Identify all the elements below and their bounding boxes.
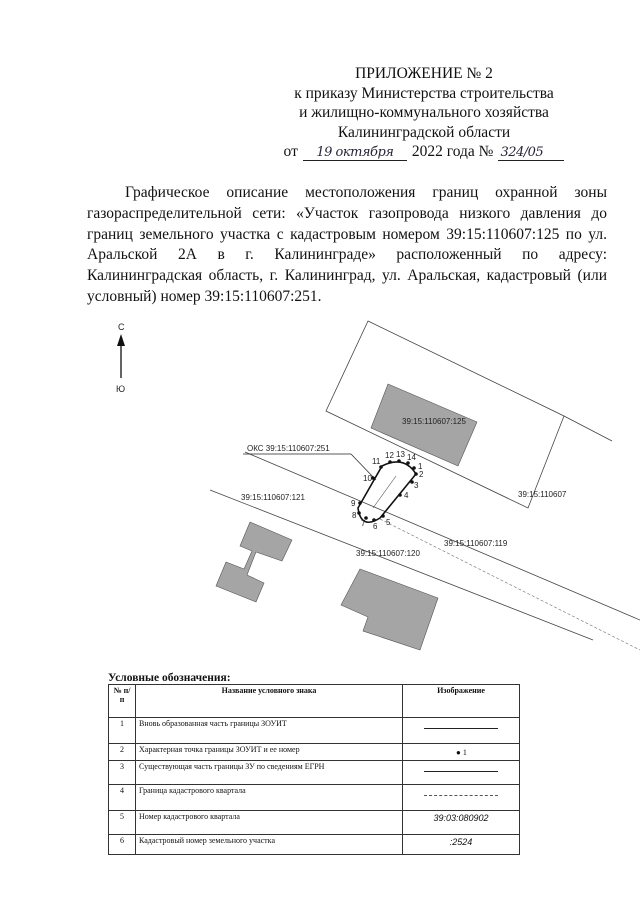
point-4 (398, 493, 402, 497)
parcel-120-label: 39:15:110607:120 (356, 549, 420, 558)
appendix-line-1: к приказу Министерства строительства (294, 84, 554, 102)
point-label-8: 8 (352, 511, 357, 520)
point-label-14: 14 (407, 453, 416, 462)
point-2 (414, 472, 418, 476)
year-text: 2022 года № (411, 143, 494, 160)
legend-row (109, 718, 520, 744)
legend-row (109, 744, 520, 761)
legend-row-symbol (403, 761, 520, 785)
point-label-4: 4 (404, 491, 409, 500)
legend-header-img: Изображение (403, 685, 520, 718)
legend-title: Условные обозначения: (108, 672, 231, 684)
legend-row-num: 6 (109, 835, 136, 855)
legend-header-name: Название условного знака (136, 685, 403, 718)
legend-row-name: Вновь образованная часть границы ЗОУИТ (136, 718, 403, 744)
point-label-7: 7 (361, 519, 366, 528)
point-label-6: 6 (373, 522, 378, 531)
legend-row-name: Номер кадастрового квартала (136, 811, 403, 835)
handwritten-number: 324/05 (498, 146, 564, 161)
legend-parcel-number: :2524 (449, 837, 473, 847)
legend-point-number: 1 (462, 748, 467, 757)
legend-row (109, 835, 520, 855)
appendix-line-3: Калининградской области (337, 123, 511, 141)
legend-row-symbol (403, 718, 520, 744)
point-label-11: 11 (372, 457, 381, 466)
south-label: Ю (116, 384, 126, 394)
point-1 (412, 466, 416, 470)
legend-row-symbol: ● 1 (403, 744, 520, 761)
point-5 (381, 514, 385, 518)
legend-row-num: 4 (109, 785, 136, 811)
point-label-12: 12 (385, 451, 394, 460)
legend-row-name: Существующая часть границы ЗУ по сведениям ЕГРН (136, 761, 403, 785)
building-121 (216, 522, 292, 602)
date-prefix: от (283, 143, 298, 160)
parcel-edge-right (564, 416, 612, 441)
legend-row-num: 3 (109, 761, 136, 785)
point-label-13: 13 (396, 450, 405, 459)
legend-row-num: 1 (109, 718, 136, 744)
legend-row-symbol (403, 835, 520, 855)
legend-row (109, 811, 520, 835)
point-label-5: 5 (386, 518, 391, 527)
legend-table (108, 684, 520, 855)
legend-header-num: № п/ п (109, 685, 136, 718)
point-label-9: 9 (351, 499, 356, 508)
parcel-121-label: 39:15:110607:121 (241, 493, 305, 502)
legend-row-name: Кадастровый номер земельного участка (136, 835, 403, 855)
north-arrow-icon (116, 322, 125, 394)
legend-row-name: Граница кадастрового квартала (136, 785, 403, 811)
legend-row (109, 761, 520, 785)
point-label-3: 3 (414, 481, 419, 490)
road-edge-north (245, 452, 640, 620)
point-12 (388, 460, 392, 464)
legend-header-row (109, 685, 520, 718)
quarter-number-label: 39:15:110607 (518, 490, 567, 499)
point-label-10: 10 (363, 474, 372, 483)
oks-label: ОКС 39:15:110607:251 (247, 444, 330, 453)
legend-row-name: Характерная точка границы ЗОУИТ и ее номер (136, 744, 403, 761)
legend-quarter-number: 39:03:080902 (433, 813, 489, 823)
north-label: С (118, 322, 125, 332)
appendix-line-2: и жилищно-коммунального хозяйства (299, 104, 549, 121)
point-13 (397, 459, 401, 463)
parcel-125-label: 39:15:110607:125 (402, 417, 466, 426)
point-label-2: 2 (419, 470, 424, 479)
legend-row-num: 5 (109, 811, 136, 835)
point-8 (357, 511, 361, 515)
legend-row-num: 2 (109, 744, 136, 761)
parcel-119-label: 39:15:110607:119 (444, 539, 508, 548)
legend-row-symbol (403, 811, 520, 835)
description-paragraph: Графическое описание местоположения границ охранной зоны газораспределительной сети: «Участок газопровода низкого давления до границ земельного участка с кадастровым номером 39:15:110607:125 по ул. Аральской 2А в г. Калининграде» расположенный по адресу: Калининградская область, г. Калининград, ул. Аральская, кадастровый (или условный) номер 39:15:110607:251. (87, 184, 607, 305)
point-label-1: 1 (418, 462, 423, 471)
appendix-title: ПРИЛОЖЕНИЕ № 2 (355, 65, 493, 82)
building-120 (341, 569, 438, 650)
point-9 (358, 501, 362, 505)
handwritten-date: 19 октября (303, 146, 407, 161)
legend-row (109, 785, 520, 811)
legend-row-symbol (403, 785, 520, 811)
